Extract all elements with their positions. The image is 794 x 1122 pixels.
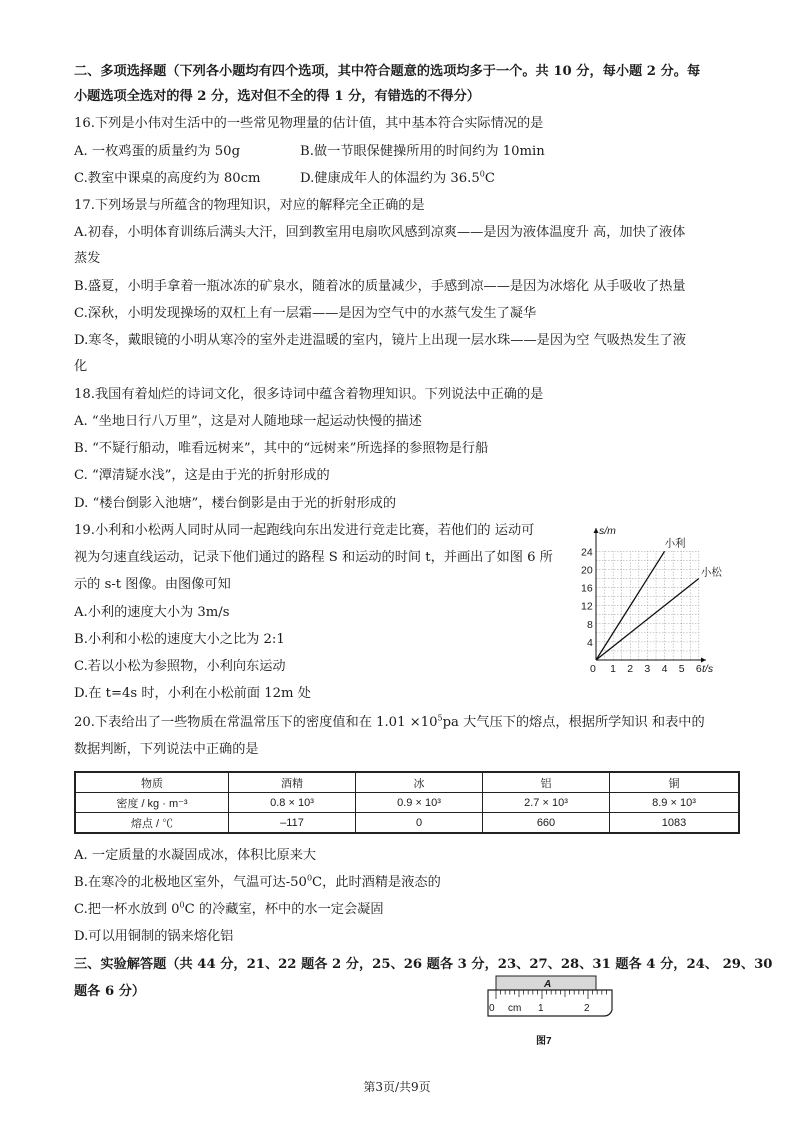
x-tick-label: 1 [610, 663, 616, 675]
table-cell: 铜 [610, 772, 740, 793]
q18-option-c: C. “潭清疑水浅”，这是由于光的折射形成的 [74, 468, 330, 483]
ruler-label-one: 1 [538, 1003, 544, 1014]
x-tick-label: 2 [627, 663, 634, 675]
st-graph [578, 522, 722, 675]
y-axis-arrow [594, 528, 599, 533]
series-label: 小利 [664, 537, 686, 550]
table-cell: 酒精 [229, 772, 356, 793]
table-cell: 物质 [75, 772, 229, 793]
x-tick-label: 0 [590, 663, 596, 675]
table-cell: 0.9 × 10³ [356, 793, 483, 813]
y-tick-label: 20 [581, 564, 593, 577]
grid-lines [596, 551, 699, 660]
table-cell: 2.7 × 10³ [483, 793, 610, 813]
q19-stem-line1: 19.小利和小松两人同时从同一起跑线向东出发进行竞走比赛，若他们的 运动可 [74, 523, 535, 538]
q20-option-a: A. 一定质量的水凝固成冰，体积比原来大 [74, 848, 317, 863]
q19-stem-line3: 示的 s-t 图像。由图像可知 [74, 577, 231, 592]
q16-stem: 16.下列是小伟对生活中的一些常见物理量的估计值，其中基本符合实际情况的是 [74, 116, 544, 131]
section3-title-line1: 三、实验解答题（共 44 分，21、22 题各 2 分，25、26 题各 3 分，23、27、28、31 题各 4 分，24、 29、30 [74, 957, 773, 972]
y-tick-label: 4 [587, 636, 593, 649]
table-cell: 8.9 × 10³ [610, 793, 740, 813]
table-cell: –117 [229, 813, 356, 834]
q18-stem: 18.我国有着灿烂的诗词文化，很多诗词中蕴含着物理知识。下列说法中正确的是 [74, 387, 544, 402]
ruler-label-two: 2 [584, 1003, 590, 1014]
axes [594, 528, 707, 663]
x-tick-label: 3 [644, 663, 651, 675]
q19-option-b: B.小利和小松的速度大小之比为 2:1 [74, 632, 285, 647]
q20-option-c: C.把一杯水放到 $0^0C$ 的冷藏室，杯中的水一定会凝固 [74, 900, 384, 917]
axis-labels [599, 525, 722, 675]
x-axis-label: t/s [702, 663, 714, 675]
y-tick-label: 16 [581, 582, 593, 595]
q17-option-b: B.盛夏，小明手拿着一瓶冰冻的矿泉水，随着冰的质量减少，手感到凉——是因为冰熔化 从手吸收了热量 [74, 279, 686, 294]
q16-option-d: D.健康成年人的体温约为 36.5$^0$C [300, 169, 495, 186]
q18-option-d: D. “楼台倒影入池塘”，楼台倒影是由于光的折射形成的 [74, 496, 397, 511]
x-tick-label: 6 [695, 663, 702, 675]
ruler-figure [486, 970, 616, 1050]
figure7-caption: 图7 [536, 1036, 552, 1047]
y-tick-label: 12 [581, 600, 593, 613]
y-tick-label: 8 [587, 618, 593, 631]
q20-stem-line1: 20.下表给出了一些物质在常温常压下的密度值和在 $1.01 \times 10^5pa$ 大气压下的熔点，根据所学知识 和表中的 [74, 713, 705, 730]
section2-title-line2: 小题选项全选对的得 2 分，选对但不全的得 1 分，有错选的不得分） [74, 89, 480, 104]
table-cell: 冰 [356, 772, 483, 793]
q19-option-c: C.若以小松为参照物，小利向东运动 [74, 659, 286, 674]
block-label: A [544, 979, 552, 990]
table-row [75, 772, 739, 793]
q16-option-a: A. 一枚鸡蛋的质量约为 50g [74, 144, 241, 159]
q19-option-d: D.在 t=4s 时，小利在小松前面 12m 处 [74, 686, 311, 701]
series-label: 小松 [700, 566, 722, 579]
q16-option-b: B.做一节眼保健操所用的时间约为 10min [300, 144, 545, 159]
table-cell: 密度 / kg · m⁻³ [75, 793, 229, 813]
section2-title-line1: 二、多项选择题（下列各小题均有四个选项，其中符合题意的选项均多于一个。共 10 分，每小题 2 分。每 [74, 64, 701, 79]
q18-option-a: A. “坐地日行八万里”，这是对人随地球一起运动快慢的描述 [74, 414, 422, 429]
q20-option-b: B.在寒冷的北极地区室外，气温可达$-50^0C$，此时酒精是液态的 [74, 873, 441, 890]
q20-option-d: D.可以用铜制的锅来熔化铝 [74, 929, 234, 944]
q20-stem-line2: 数据判断，下列说法中正确的是 [74, 742, 259, 757]
q17-option-d-cont: 化 [74, 359, 88, 374]
x-tick-label: 4 [661, 663, 668, 675]
q16-option-c: C.教室中课桌的高度约为 80cm [74, 171, 261, 186]
density-table [74, 771, 740, 834]
q17-stem: 17.下列场景与所蕴含的物理知识，对应的解释完全正确的是 [74, 198, 425, 213]
table-row [75, 813, 739, 834]
table-cell: 660 [483, 813, 610, 834]
table-cell: 铝 [483, 772, 610, 793]
q17-option-c: C.深秋，小明发现操场的双杠上有一层霜——是因为空气中的水蒸气发生了凝华 [74, 306, 537, 321]
table-row [75, 793, 739, 813]
q19-option-a: A.小利的速度大小为 3m/s [74, 605, 230, 620]
y-tick-label: 24 [581, 546, 593, 559]
ruler-label-unit: cm [508, 1003, 522, 1014]
q17-option-d: D.寒冬，戴眼镜的小明从寒冷的室外走进温暖的室内，镜片上出现一层水珠——是因为空 气吸热发生了液 [74, 333, 686, 348]
table-cell: 1083 [610, 813, 740, 834]
table-cell: 0 [356, 813, 483, 834]
q17-option-a-cont: 蒸发 [74, 251, 101, 266]
y-axis-label: s/m [599, 525, 616, 537]
table-cell: 0.8 × 10³ [229, 793, 356, 813]
ruler-body [488, 990, 612, 1016]
q17-option-a: A.初春，小明体育训练后满头大汗，回到教室用电扇吹风感到凉爽——是因为液体温度升 高，加快了液体 [74, 225, 686, 240]
x-tick-label: 5 [678, 663, 685, 675]
table-cell: 熔点 / ℃ [75, 813, 229, 834]
q19-stem-line2: 视为匀速直线运动，记录下他们通过的路程 S 和运动的时间 t，并画出了如图 6 所 [74, 550, 553, 565]
page-footer: 第3页/共9页 [363, 1080, 431, 1094]
section3-title-line2: 题各 6 分） [74, 984, 146, 999]
ruler-label-zero: 0 [489, 1003, 495, 1014]
q18-option-b: B. “不疑行船动，唯看远树来”，其中的“远树来”所选择的参照物是行船 [74, 441, 489, 456]
x-axis-arrow [701, 658, 706, 663]
